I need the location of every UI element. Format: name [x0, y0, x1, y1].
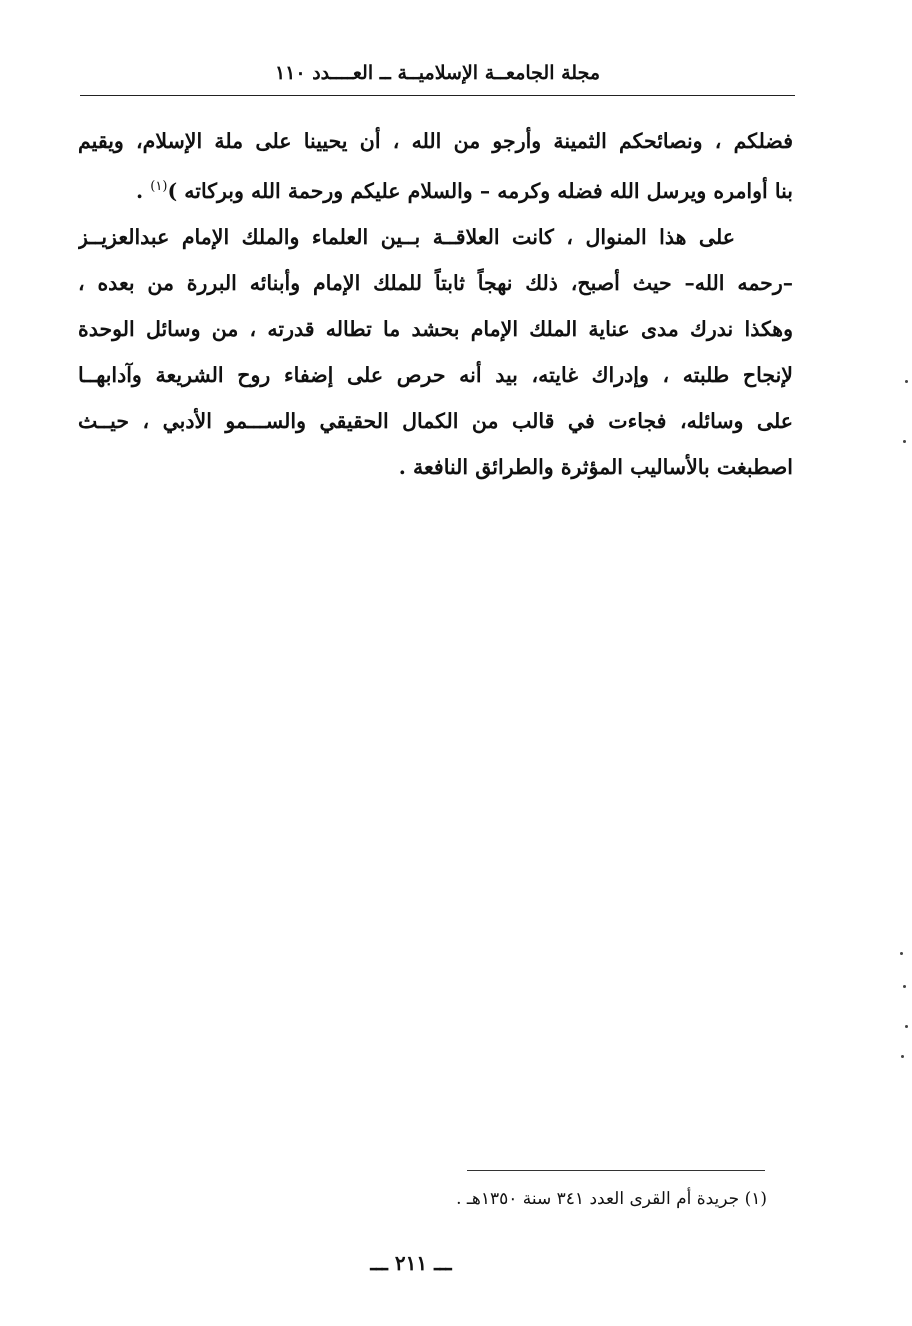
text-line-content: بنا أوامره ويرسل الله فضله وكرمه – والسلام عليكم ورحمة الله وبركاته ): [167, 178, 793, 203]
scan-speck: [905, 1025, 908, 1028]
scan-speck: [903, 440, 906, 443]
scan-speck: [901, 1055, 904, 1058]
text-line: اصطبغت بالأساليب المؤثرة والطرائق النافعة .: [398, 454, 793, 479]
paragraph-1: [78, 118, 793, 214]
page-number: ـــ ٢١١ ـــ: [370, 1251, 452, 1275]
text-line: وهكذا ندرك مدى عناية الملك الإمام بحشد ما تطاله قدرته ، من وسائل الوحدة: [78, 316, 793, 341]
sentence-end: .: [136, 178, 151, 203]
scan-speck: [905, 380, 908, 383]
header-rule: [80, 95, 795, 96]
text-line: على هذا المنوال ، كانت العلاقــة بــين العلماء والملك الإمام عبدالعزيــز: [78, 224, 735, 249]
footnote-reference: (١): [150, 179, 168, 194]
text-line: لإنجاح طلبته ، وإدراك غايته، بيد أنه حرص على إضفاء روح الشريعة وآدابهــا: [78, 362, 793, 387]
scan-speck: [900, 952, 903, 955]
text-line: فضلكم ، ونصائحكم الثمينة وأرجو من الله ، أن يحيينا على ملة الإسلام، ويقيم: [78, 129, 793, 153]
body-text: [78, 118, 793, 490]
text-line: –رحمه الله– حيث أصبح، ذلك نهجاً ثابتاً للملك الإمام وأبنائه البررة من بعده ،: [78, 270, 793, 295]
running-header: مجلة الجامعــة الإسلاميــة ــ العــــدد ١١٠: [274, 62, 601, 84]
footnote: (١) جريدة أم القرى العدد ٣٤١ سنة ١٣٥٠هـ .: [456, 1189, 767, 1209]
footnote-rule: [467, 1170, 765, 1171]
text-line: على وسائله، فجاءت في قالب من الكمال الحقيقي والســـمو الأدبي ، حيــث: [78, 408, 793, 433]
text-line: [78, 164, 793, 214]
scan-speck: [903, 985, 906, 988]
paragraph-2: [78, 214, 793, 490]
